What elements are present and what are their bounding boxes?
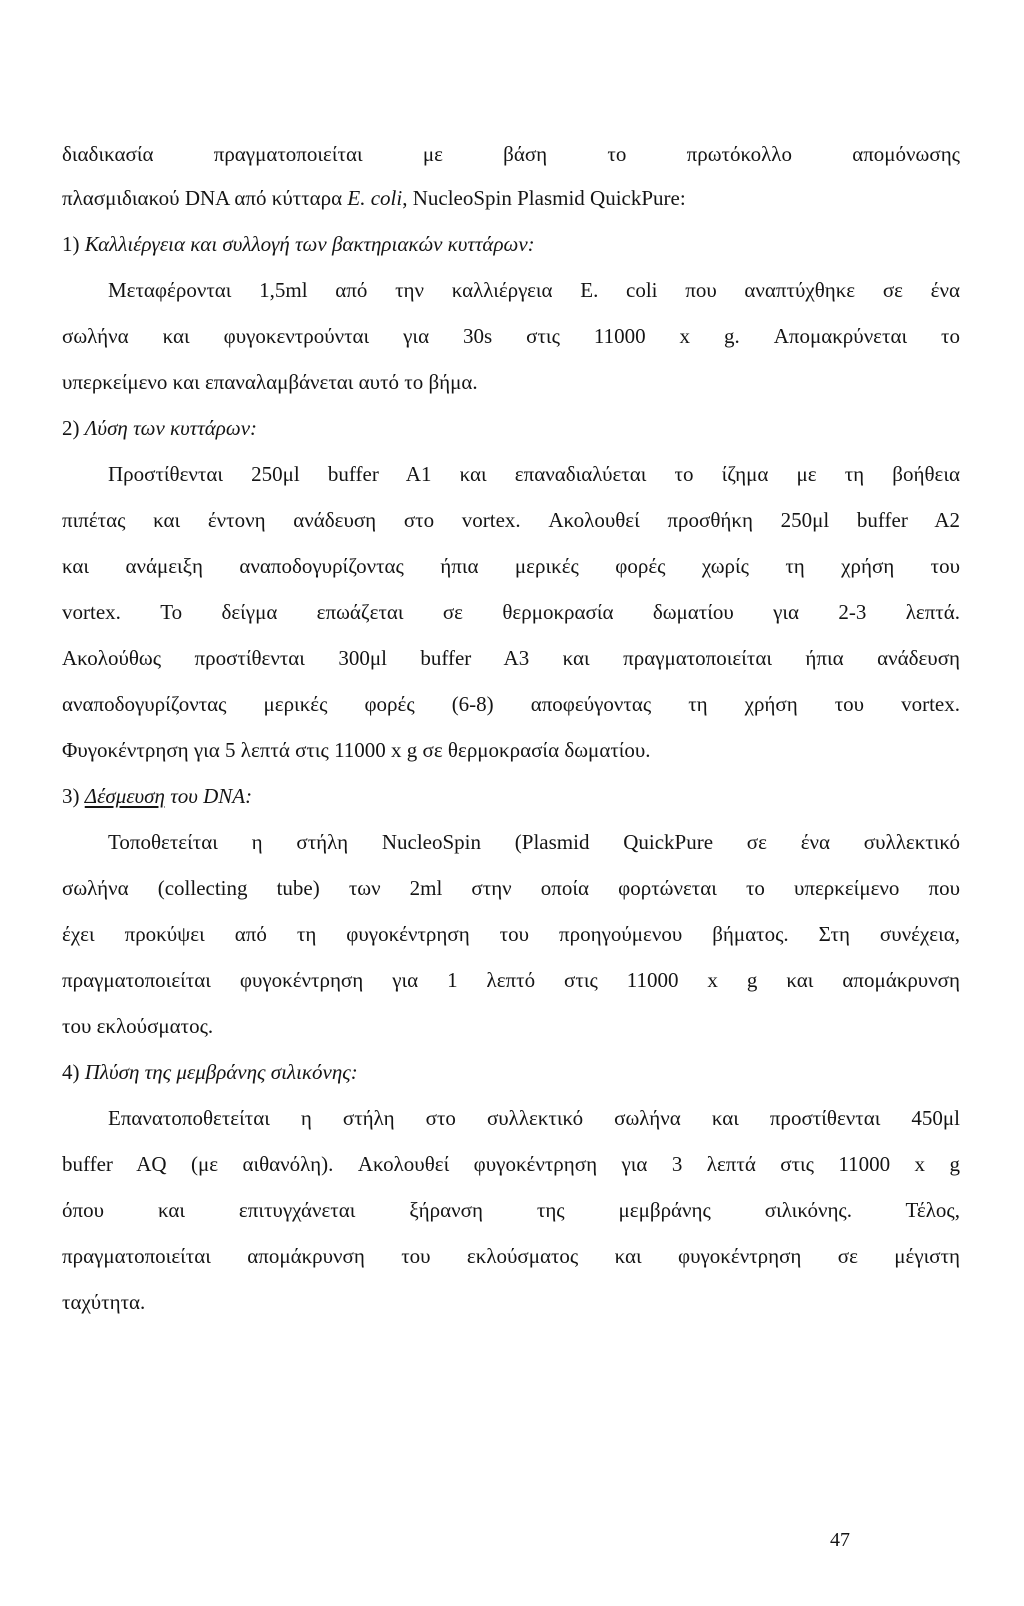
species-name: E. coli: [347, 186, 403, 210]
text-span: πλασμιδιακού DNA από κύτταρα: [62, 186, 348, 210]
section-heading: [62, 414, 960, 442]
text-line: Ακολούθως προστίθενται 300μl buffer A3 και πραγματοποιείται ήπια ανάδευση: [62, 646, 960, 670]
text-line: πραγματοποιείται απομάκρυνση του εκλούσματος και φυγοκέντρηση σε μέγιστη: [62, 1244, 960, 1268]
text-line: [62, 184, 960, 212]
text-line: διαδικασία πραγματοποιείται με βάση το πρωτόκολλο απομόνωσης: [62, 142, 960, 166]
text-line: του εκλούσματος.: [62, 1014, 214, 1038]
text-line: σωλήνα και φυγοκεντρούνται για 30s στις 11000 x g. Απομακρύνεται το: [62, 324, 960, 348]
step-number: 4): [62, 1060, 85, 1084]
text-line: σωλήνα (collecting tube) των 2ml στην οποία φορτώνεται το υπερκείμενο που: [62, 876, 960, 900]
text-line: buffer AQ (με αιθανόλη). Ακολουθεί φυγοκέντρηση για 3 λεπτά στις 11000 x g: [62, 1152, 960, 1176]
text-line: πραγματοποιείται φυγοκέντρηση για 1 λεπτό στις 11000 x g και απομάκρυνση: [62, 968, 960, 992]
text-line: όπου και επιτυγχάνεται ξήρανση της μεμβράνης σιλικόνης. Τέλος,: [62, 1198, 960, 1222]
text-line: πιπέτας και έντονη ανάδευση στο vortex. Ακολουθεί προσθήκη 250μl buffer A2: [62, 508, 960, 532]
step-title: Καλλιέργεια και συλλογή των βακτηριακών κυττάρων:: [84, 232, 535, 256]
text-line: Προστίθενται 250μl buffer A1 και επαναδιαλύεται το ίζημα με τη βοήθεια: [108, 462, 960, 486]
text-line: ταχύτητα.: [62, 1290, 146, 1314]
section-heading: [62, 782, 960, 810]
text-line: έχει προκύψει από τη φυγοκέντρηση του προηγούμενου βήματος. Στη συνέχεια,: [62, 922, 960, 946]
step-number: 2): [62, 416, 85, 440]
section-heading: [62, 230, 960, 258]
text-line: Επανατοποθετείται η στήλη στο συλλεκτικό σωλήνα και προστίθενται 450μl: [108, 1106, 960, 1130]
step-number: 1): [62, 232, 85, 256]
text-line: vortex. Το δείγμα επωάζεται σε θερμοκρασία δωματίου για 2-3 λεπτά.: [62, 600, 960, 624]
section-heading: [62, 1058, 960, 1086]
text-span: , NucleoSpin Plasmid QuickPure:: [402, 186, 686, 210]
text-line: αναποδογυρίζοντας μερικές φορές (6-8) αποφεύγοντας τη χρήση του vortex.: [62, 692, 960, 716]
text-line: υπερκείμενο και επαναλαμβάνεται αυτό το βήμα.: [62, 370, 478, 394]
step-title-underlined: Δέσμευση: [84, 784, 165, 808]
text-line: και ανάμειξη αναποδογυρίζοντας ήπια μερικές φορές χωρίς τη χρήση του: [62, 554, 960, 578]
text-line: Μεταφέρονται 1,5ml από την καλλιέργεια E. coli που αναπτύχθηκε σε ένα: [108, 278, 960, 302]
step-title: Πλύση της μεμβράνης σιλικόνης:: [84, 1060, 358, 1084]
step-title: του DNA:: [164, 784, 253, 808]
page-number: 47: [830, 1529, 850, 1551]
step-title: Λύση των κυττάρων:: [84, 416, 258, 440]
step-number: 3): [62, 784, 85, 808]
text-line: Φυγοκέντρηση για 5 λεπτά στις 11000 x g σε θερμοκρασία δωματίου.: [62, 738, 651, 762]
text-line: Τοποθετείται η στήλη NucleoSpin (Plasmid QuickPure σε ένα συλλεκτικό: [108, 830, 960, 854]
